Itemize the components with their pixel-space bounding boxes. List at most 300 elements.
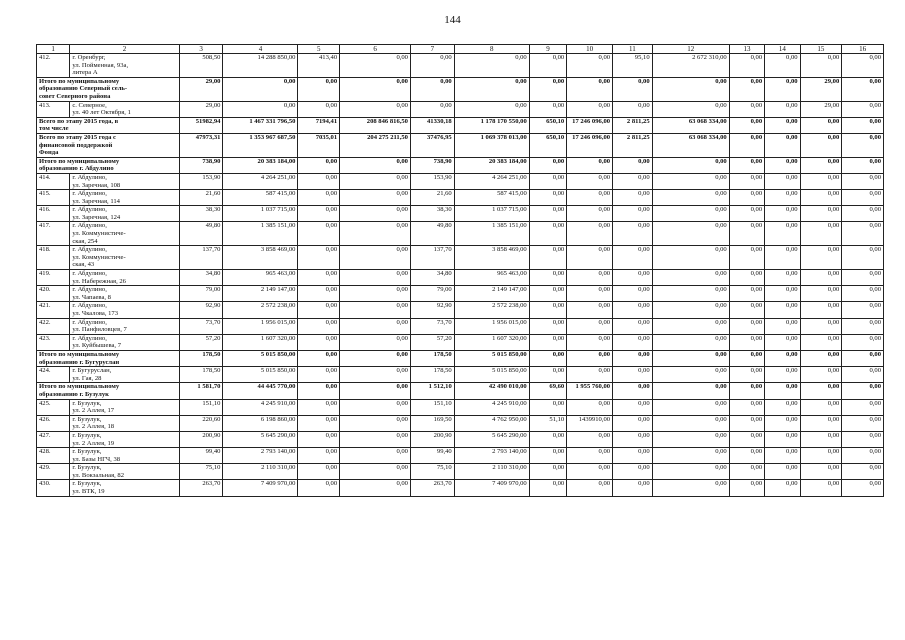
value-cell: 0,00: [567, 431, 613, 447]
value-cell: 0,00: [567, 54, 613, 78]
value-cell: 1439910,00: [567, 415, 613, 431]
value-cell: 0,00: [298, 286, 340, 302]
value-cell: 0,00: [729, 318, 764, 334]
value-cell: 1 607 320,00: [223, 334, 298, 350]
address-line: г. Бугуруслан,: [72, 367, 112, 375]
value-cell: 1 581,70: [179, 383, 223, 399]
value-cell: 42 490 010,00: [454, 383, 529, 399]
value-cell: 0,00: [765, 464, 800, 480]
address-cell: [70, 367, 179, 383]
value-cell: 21,60: [410, 190, 454, 206]
value-cell: 0,00: [613, 173, 653, 189]
value-cell: 0,00: [529, 101, 567, 117]
value-cell: 0,00: [842, 270, 884, 286]
subtotal-row: [37, 77, 884, 101]
value-cell: 0,00: [298, 318, 340, 334]
value-cell: 0,00: [842, 334, 884, 350]
value-cell: 0,00: [529, 54, 567, 78]
row-number: 423.: [37, 334, 70, 350]
value-cell: 0,00: [529, 334, 567, 350]
value-cell: 0,00: [652, 448, 729, 464]
value-cell: 1 467 331 796,50: [223, 117, 298, 133]
value-cell: 0,00: [340, 431, 411, 447]
value-cell: 0,00: [298, 431, 340, 447]
address-line: г. Оренбург,: [72, 54, 106, 61]
value-cell: 0,00: [567, 157, 613, 173]
value-cell: 73,70: [179, 318, 223, 334]
subtotal-row: [37, 117, 884, 133]
value-cell: 7 409 970,00: [454, 480, 529, 496]
value-cell: 0,00: [842, 383, 884, 399]
value-cell: 41330,18: [410, 117, 454, 133]
address-cell: [70, 54, 179, 78]
label-line: финансовой поддержкой: [39, 141, 113, 149]
value-cell: 0,00: [652, 206, 729, 222]
value-cell: 20 383 184,00: [223, 157, 298, 173]
value-cell: 0,00: [529, 448, 567, 464]
object-row: [37, 54, 884, 78]
value-cell: 0,00: [800, 246, 842, 270]
value-cell: 0,00: [567, 77, 613, 101]
row-number: 416.: [37, 206, 70, 222]
object-row: [37, 448, 884, 464]
value-cell: 0,00: [340, 246, 411, 270]
value-cell: 0,00: [729, 173, 764, 189]
value-cell: 0,00: [800, 117, 842, 133]
value-cell: 0,00: [410, 77, 454, 101]
value-cell: 79,00: [179, 286, 223, 302]
value-cell: 0,00: [729, 350, 764, 366]
address-line: г. Абдулино,: [72, 222, 107, 230]
value-cell: 0,00: [567, 334, 613, 350]
value-cell: 1 512,10: [410, 383, 454, 399]
value-cell: 0,00: [652, 302, 729, 318]
value-cell: 92,90: [410, 302, 454, 318]
value-cell: 0,00: [567, 302, 613, 318]
address-line: ул. Вокзальная, 82: [72, 471, 124, 479]
value-cell: 0,00: [340, 270, 411, 286]
address-line: ул. Чапаева, 8: [72, 293, 111, 301]
row-number: 413.: [37, 101, 70, 117]
value-cell: 0,00: [340, 173, 411, 189]
value-cell: 0,00: [729, 270, 764, 286]
value-cell: 0,00: [652, 480, 729, 496]
value-cell: 0,00: [529, 480, 567, 496]
value-cell: 34,80: [179, 270, 223, 286]
value-cell: 0,00: [729, 101, 764, 117]
address-line: ул. Гая, 28: [72, 374, 102, 382]
value-cell: 0,00: [298, 448, 340, 464]
value-cell: 0,00: [652, 101, 729, 117]
value-cell: 1 037 715,00: [454, 206, 529, 222]
value-cell: 0,00: [652, 399, 729, 415]
value-cell: 0,00: [842, 286, 884, 302]
value-cell: 169,50: [410, 415, 454, 431]
label-line: Итого по муниципальному: [39, 77, 120, 85]
value-cell: 738,90: [410, 157, 454, 173]
value-cell: 0,00: [842, 101, 884, 117]
value-cell: 0,00: [340, 206, 411, 222]
value-cell: 0,00: [567, 173, 613, 189]
value-cell: 0,00: [298, 302, 340, 318]
address-line: ул. 40 лет Октября, 1: [72, 109, 131, 117]
row-number: 425.: [37, 399, 70, 415]
address-cell: [70, 246, 179, 270]
value-cell: 0,00: [298, 270, 340, 286]
subtotal-label: [37, 350, 180, 366]
value-cell: 0,00: [529, 367, 567, 383]
value-cell: 0,00: [567, 246, 613, 270]
value-cell: 79,00: [410, 286, 454, 302]
value-cell: 0,00: [613, 270, 653, 286]
value-cell: 0,00: [765, 206, 800, 222]
value-cell: 0,00: [765, 334, 800, 350]
value-cell: 0,00: [765, 318, 800, 334]
value-cell: 0,00: [765, 222, 800, 246]
value-cell: 1 069 378 013,00: [454, 133, 529, 157]
value-cell: 0,00: [765, 399, 800, 415]
value-cell: 0,00: [298, 415, 340, 431]
value-cell: 0,00: [454, 101, 529, 117]
value-cell: 0,00: [223, 77, 298, 101]
value-cell: 1 607 320,00: [454, 334, 529, 350]
value-cell: 0,00: [298, 399, 340, 415]
row-number: 420.: [37, 286, 70, 302]
value-cell: 2 572 238,00: [223, 302, 298, 318]
value-cell: 0,00: [298, 222, 340, 246]
value-cell: 57,20: [410, 334, 454, 350]
value-cell: 0,00: [652, 77, 729, 101]
address-line: ул. Базы НГЧ, 38: [72, 455, 121, 463]
value-cell: 5 015 850,00: [223, 367, 298, 383]
value-cell: 0,00: [340, 383, 411, 399]
value-cell: 0,00: [842, 480, 884, 496]
label-line: Всего по этапу 2015 года с: [39, 133, 116, 141]
value-cell: 0,00: [765, 246, 800, 270]
value-cell: 0,00: [842, 117, 884, 133]
address-line: г. Абдулино,: [72, 318, 107, 326]
value-cell: 0,00: [652, 367, 729, 383]
value-cell: 69,60: [529, 383, 567, 399]
address-line: г. Абдулино,: [72, 206, 107, 214]
value-cell: 0,00: [842, 399, 884, 415]
value-cell: 0,00: [529, 431, 567, 447]
value-cell: 0,00: [340, 286, 411, 302]
value-cell: 0,00: [340, 54, 411, 78]
value-cell: 0,00: [529, 399, 567, 415]
value-cell: 0,00: [842, 54, 884, 78]
row-number: 428.: [37, 448, 70, 464]
value-cell: 0,00: [529, 318, 567, 334]
value-cell: 0,00: [652, 173, 729, 189]
value-cell: 0,00: [765, 77, 800, 101]
column-number-header: [37, 45, 884, 54]
value-cell: 0,00: [410, 54, 454, 78]
value-cell: 0,00: [613, 367, 653, 383]
value-cell: 1 956 015,00: [223, 318, 298, 334]
column-header-cell: 13: [729, 45, 764, 54]
value-cell: 153,90: [410, 173, 454, 189]
address-line: ул. Пойменная, 93а,: [72, 61, 129, 69]
address-line: ул. 2 Аллея, 19: [72, 439, 115, 447]
address-line: ул. 2 Аллея, 17: [72, 407, 115, 415]
value-cell: 29,00: [800, 77, 842, 101]
value-cell: 2 811,25: [613, 133, 653, 157]
value-cell: 413,40: [298, 54, 340, 78]
column-header-cell: 1: [37, 45, 70, 54]
address-line: ская, 43: [72, 261, 95, 269]
value-cell: 0,00: [613, 464, 653, 480]
value-cell: 63 068 334,00: [652, 133, 729, 157]
object-row: [37, 302, 884, 318]
value-cell: 2 793 140,00: [454, 448, 529, 464]
value-cell: 0,00: [800, 54, 842, 78]
value-cell: 7194,41: [298, 117, 340, 133]
value-cell: 0,00: [652, 464, 729, 480]
column-header-cell: 14: [765, 45, 800, 54]
value-cell: 20 383 184,00: [454, 157, 529, 173]
value-cell: 0,00: [652, 431, 729, 447]
value-cell: 208 846 816,50: [340, 117, 411, 133]
value-cell: 0,00: [529, 222, 567, 246]
address-cell: [70, 318, 179, 334]
value-cell: 1 353 967 687,50: [223, 133, 298, 157]
value-cell: 1 955 760,00: [567, 383, 613, 399]
value-cell: 5 645 290,00: [223, 431, 298, 447]
value-cell: 0,00: [340, 302, 411, 318]
address-cell: [70, 464, 179, 480]
value-cell: 0,00: [298, 173, 340, 189]
value-cell: 0,00: [842, 448, 884, 464]
value-cell: 0,00: [842, 173, 884, 189]
value-cell: 5 015 850,00: [454, 350, 529, 366]
value-cell: 0,00: [567, 480, 613, 496]
value-cell: 5 015 850,00: [223, 350, 298, 366]
address-line: г. Абдулино,: [72, 286, 107, 294]
value-cell: 0,00: [567, 367, 613, 383]
value-cell: 0,00: [729, 157, 764, 173]
object-row: [37, 190, 884, 206]
address-line: ул. Панфиловцев, 7: [72, 326, 127, 334]
address-line: г. Абдулино,: [72, 270, 107, 278]
value-cell: 0,00: [340, 190, 411, 206]
object-row: [37, 367, 884, 383]
object-row: [37, 222, 884, 246]
value-cell: 0,00: [454, 54, 529, 78]
value-cell: 151,10: [410, 399, 454, 415]
value-cell: 0,00: [340, 448, 411, 464]
value-cell: 1 037 715,00: [223, 206, 298, 222]
value-cell: 0,00: [340, 350, 411, 366]
address-line: г. Абдулино,: [72, 190, 107, 198]
value-cell: 0,00: [729, 383, 764, 399]
value-cell: 0,00: [729, 54, 764, 78]
subtotal-row: [37, 133, 884, 157]
value-cell: 5 015 850,00: [454, 367, 529, 383]
value-cell: 137,70: [179, 246, 223, 270]
value-cell: 0,00: [729, 431, 764, 447]
value-cell: 0,00: [529, 173, 567, 189]
row-number: 424.: [37, 367, 70, 383]
address-line: г. Бузулук,: [72, 415, 102, 423]
value-cell: 0,00: [652, 222, 729, 246]
value-cell: 7 409 970,00: [223, 480, 298, 496]
value-cell: 0,00: [298, 480, 340, 496]
value-cell: 0,00: [652, 415, 729, 431]
value-cell: 2 572 238,00: [454, 302, 529, 318]
value-cell: 0,00: [529, 302, 567, 318]
value-cell: 0,00: [842, 415, 884, 431]
value-cell: 3 858 469,00: [223, 246, 298, 270]
row-number: 418.: [37, 246, 70, 270]
value-cell: 0,00: [567, 101, 613, 117]
page-number: 144: [444, 14, 461, 26]
value-cell: 650,10: [529, 117, 567, 133]
value-cell: 0,00: [800, 270, 842, 286]
value-cell: 6 198 860,00: [223, 415, 298, 431]
address-line: ская, 254: [72, 237, 98, 245]
value-cell: 0,00: [613, 431, 653, 447]
value-cell: 0,00: [298, 334, 340, 350]
value-cell: 0,00: [765, 350, 800, 366]
address-cell: [70, 190, 179, 206]
column-header-cell: 10: [567, 45, 613, 54]
value-cell: 0,00: [652, 270, 729, 286]
value-cell: 0,00: [298, 383, 340, 399]
value-cell: 178,50: [410, 367, 454, 383]
address-line: г. Бузулук,: [72, 464, 102, 472]
value-cell: 0,00: [613, 334, 653, 350]
value-cell: 0,00: [567, 448, 613, 464]
value-cell: 0,00: [800, 157, 842, 173]
value-cell: 0,00: [410, 101, 454, 117]
value-cell: 99,40: [410, 448, 454, 464]
value-cell: 0,00: [567, 222, 613, 246]
address-line: г. Бузулук,: [72, 399, 102, 407]
value-cell: 34,80: [410, 270, 454, 286]
value-cell: 0,00: [800, 350, 842, 366]
address-cell: [70, 286, 179, 302]
column-header-cell: 5: [298, 45, 340, 54]
value-cell: 47973,31: [179, 133, 223, 157]
value-cell: 4 264 251,00: [454, 173, 529, 189]
address-line: г. Абдулино,: [72, 302, 107, 310]
row-number: 430.: [37, 480, 70, 496]
label-line: Итого по муниципальному: [39, 157, 120, 165]
object-row: [37, 334, 884, 350]
value-cell: 0,00: [340, 157, 411, 173]
value-cell: 0,00: [729, 448, 764, 464]
value-cell: 0,00: [567, 350, 613, 366]
value-cell: 0,00: [800, 464, 842, 480]
address-line: ул. Заречная, 114: [72, 197, 120, 205]
value-cell: 0,00: [800, 318, 842, 334]
value-cell: 0,00: [613, 350, 653, 366]
subtotal-label: [37, 383, 180, 399]
address-line: г. Бузулук,: [72, 431, 102, 439]
address-cell: [70, 480, 179, 496]
value-cell: 37476,95: [410, 133, 454, 157]
value-cell: 0,00: [298, 77, 340, 101]
value-cell: 0,00: [842, 431, 884, 447]
value-cell: 0,00: [765, 286, 800, 302]
label-line: том числе: [39, 125, 69, 133]
address-cell: [70, 448, 179, 464]
value-cell: 0,00: [298, 206, 340, 222]
object-row: [37, 270, 884, 286]
value-cell: 0,00: [800, 334, 842, 350]
value-cell: 0,00: [765, 190, 800, 206]
value-cell: 0,00: [613, 101, 653, 117]
value-cell: 220,60: [179, 415, 223, 431]
value-cell: 0,00: [842, 464, 884, 480]
address-cell: [70, 399, 179, 415]
value-cell: 137,70: [410, 246, 454, 270]
value-cell: 587 415,00: [454, 190, 529, 206]
label-line: образованию г. Бугуруслан: [39, 358, 120, 366]
address-cell: [70, 101, 179, 117]
value-cell: 0,00: [842, 222, 884, 246]
value-cell: 0,00: [613, 157, 653, 173]
value-cell: 75,10: [179, 464, 223, 480]
value-cell: 0,00: [567, 286, 613, 302]
column-header-cell: 3: [179, 45, 223, 54]
value-cell: 44 445 770,00: [223, 383, 298, 399]
value-cell: 0,00: [729, 286, 764, 302]
value-cell: 0,00: [298, 101, 340, 117]
value-cell: 38,30: [410, 206, 454, 222]
value-cell: 0,00: [652, 318, 729, 334]
value-cell: 0,00: [652, 286, 729, 302]
value-cell: 0,00: [842, 367, 884, 383]
address-cell: [70, 206, 179, 222]
label-line: Всего по этапу 2015 года, в: [39, 117, 119, 125]
value-cell: 151,10: [179, 399, 223, 415]
subtotal-label: [37, 133, 180, 157]
value-cell: 0,00: [842, 133, 884, 157]
address-line: ул. Заречная, 108: [72, 181, 121, 189]
value-cell: 75,10: [410, 464, 454, 480]
address-line: ул. Куйбышева, 7: [72, 342, 121, 350]
object-row: [37, 399, 884, 415]
value-cell: 0,00: [800, 415, 842, 431]
value-cell: 51,10: [529, 415, 567, 431]
value-cell: 0,00: [729, 480, 764, 496]
subtotal-label: [37, 77, 180, 101]
value-cell: 0,00: [652, 383, 729, 399]
object-row: [37, 206, 884, 222]
value-cell: 0,00: [729, 117, 764, 133]
value-cell: 0,00: [765, 54, 800, 78]
value-cell: 14 288 850,00: [223, 54, 298, 78]
value-cell: 0,00: [529, 286, 567, 302]
value-cell: 0,00: [529, 190, 567, 206]
value-cell: 95,10: [613, 54, 653, 78]
value-cell: 0,00: [765, 431, 800, 447]
value-cell: 0,00: [613, 480, 653, 496]
object-row: [37, 246, 884, 270]
value-cell: 0,00: [613, 77, 653, 101]
value-cell: 0,00: [765, 480, 800, 496]
label-line: Итого по муниципальному: [39, 383, 120, 391]
value-cell: 0,00: [298, 246, 340, 270]
address-line: ул. Набережная, 26: [72, 277, 126, 285]
value-cell: 0,00: [652, 157, 729, 173]
address-line: г. Абдулино,: [72, 334, 107, 342]
value-cell: 5 645 290,00: [454, 431, 529, 447]
address-line: ул. Коммунистиче-: [72, 253, 126, 261]
value-cell: 0,00: [529, 350, 567, 366]
